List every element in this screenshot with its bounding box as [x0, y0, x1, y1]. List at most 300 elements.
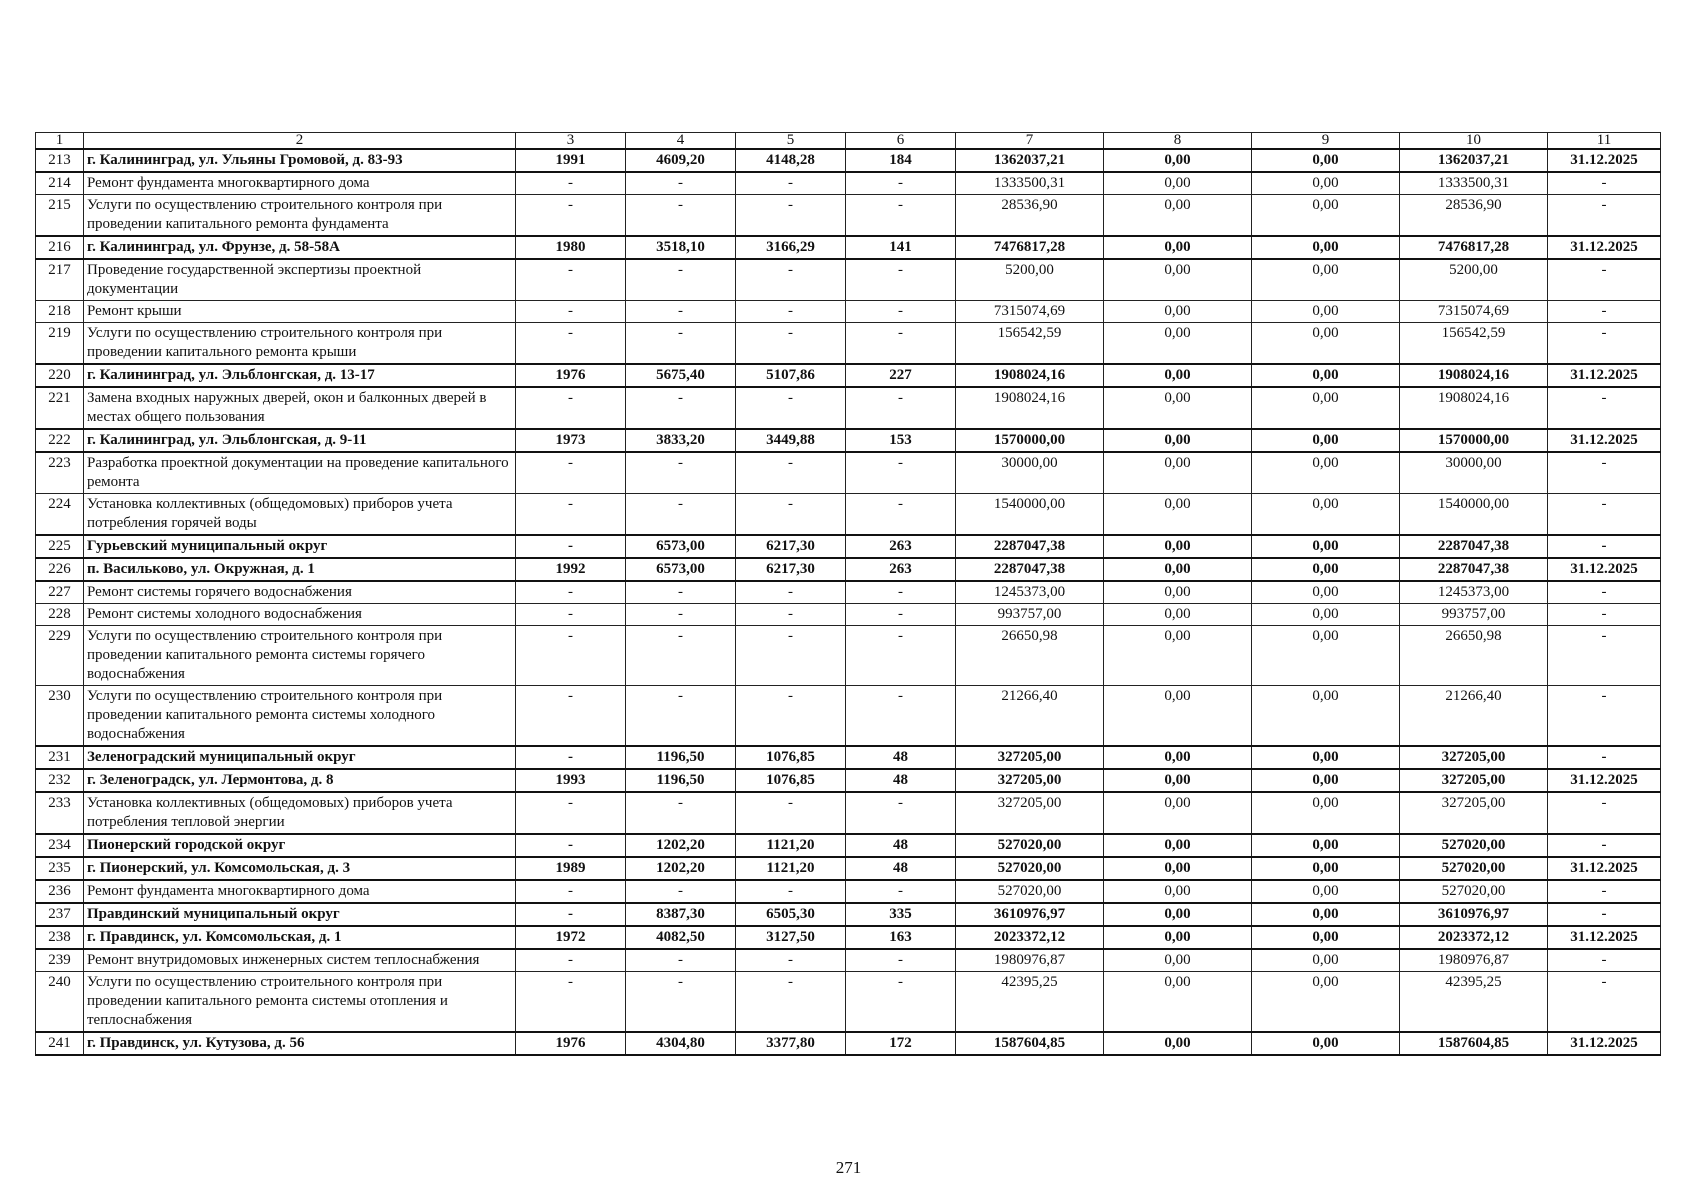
table-cell: - — [516, 626, 626, 686]
table-row — [36, 834, 1661, 857]
table-cell: 0,00 — [1104, 626, 1252, 686]
row-number-cell: 225 — [36, 535, 84, 558]
table-row — [36, 558, 1661, 581]
table-cell: 1540000,00 — [1400, 494, 1548, 536]
table-cell: 0,00 — [1104, 792, 1252, 834]
table-cell: - — [1548, 792, 1661, 834]
name-cell: г. Калининград, ул. Фрунзе, д. 58-58А — [84, 236, 516, 259]
page-number: 271 — [835, 1158, 862, 1177]
table-cell: 1540000,00 — [956, 494, 1104, 536]
table-cell: 7315074,69 — [956, 301, 1104, 323]
table-cell: 327205,00 — [1400, 769, 1548, 792]
table-cell: 4148,28 — [736, 149, 846, 172]
table-cell: 31.12.2025 — [1548, 926, 1661, 949]
table-cell: 0,00 — [1252, 301, 1400, 323]
table-cell: 7315074,69 — [1400, 301, 1548, 323]
table-cell: 0,00 — [1252, 581, 1400, 604]
table-cell: 0,00 — [1104, 686, 1252, 747]
table-cell: - — [516, 172, 626, 195]
table-cell: - — [736, 195, 846, 237]
table-row — [36, 746, 1661, 769]
row-number-cell: 223 — [36, 452, 84, 494]
table-cell: - — [1548, 494, 1661, 536]
table-row — [36, 236, 1661, 259]
table-cell: 31.12.2025 — [1548, 236, 1661, 259]
table-cell: - — [736, 880, 846, 903]
table-cell: - — [846, 195, 956, 237]
table-row — [36, 1032, 1661, 1055]
table-cell: - — [516, 972, 626, 1033]
table-cell: - — [736, 323, 846, 365]
table-cell: 0,00 — [1104, 535, 1252, 558]
table-row — [36, 880, 1661, 903]
table-cell: 1989 — [516, 857, 626, 880]
table-cell: - — [516, 452, 626, 494]
row-number-cell: 238 — [36, 926, 84, 949]
table-row — [36, 535, 1661, 558]
table-cell: 21266,40 — [1400, 686, 1548, 747]
table-cell: - — [736, 259, 846, 301]
table-cell: 31.12.2025 — [1548, 769, 1661, 792]
table-cell: 1908024,16 — [1400, 387, 1548, 429]
table-cell: 1973 — [516, 429, 626, 452]
row-number-cell: 224 — [36, 494, 84, 536]
table-cell: - — [516, 581, 626, 604]
table-cell: 1587604,85 — [956, 1032, 1104, 1055]
table-cell: 31.12.2025 — [1548, 429, 1661, 452]
row-number-cell: 220 — [36, 364, 84, 387]
table-cell: - — [736, 604, 846, 626]
table-cell: 0,00 — [1104, 452, 1252, 494]
table-cell: 0,00 — [1104, 903, 1252, 926]
table-cell: 0,00 — [1104, 323, 1252, 365]
table-cell: 0,00 — [1252, 535, 1400, 558]
table-cell: 0,00 — [1252, 792, 1400, 834]
table-row — [36, 903, 1661, 926]
table-cell: 1972 — [516, 926, 626, 949]
row-number-cell: 234 — [36, 834, 84, 857]
table-cell: - — [1548, 581, 1661, 604]
table-cell: 0,00 — [1104, 172, 1252, 195]
table-cell: 263 — [846, 535, 956, 558]
table-cell: - — [516, 604, 626, 626]
header-cell: 11 — [1548, 133, 1661, 150]
table-cell: 184 — [846, 149, 956, 172]
table-row — [36, 972, 1661, 1033]
table-row — [36, 429, 1661, 452]
table-cell: 0,00 — [1252, 172, 1400, 195]
table-cell: - — [516, 301, 626, 323]
table-cell: 1245373,00 — [956, 581, 1104, 604]
table-cell: 0,00 — [1104, 195, 1252, 237]
table-cell: 0,00 — [1104, 926, 1252, 949]
table-cell: 4082,50 — [626, 926, 736, 949]
header-cell: 5 — [736, 133, 846, 150]
table-cell: 31.12.2025 — [1548, 364, 1661, 387]
table-cell: 0,00 — [1252, 452, 1400, 494]
table-cell: 335 — [846, 903, 956, 926]
header-cell: 6 — [846, 133, 956, 150]
table-cell: 1976 — [516, 1032, 626, 1055]
table-cell: 3610976,97 — [956, 903, 1104, 926]
table-cell: 3833,20 — [626, 429, 736, 452]
table-cell: - — [736, 949, 846, 972]
table-cell: 993757,00 — [1400, 604, 1548, 626]
table-cell: - — [1548, 949, 1661, 972]
table-cell: 993757,00 — [956, 604, 1104, 626]
table-cell: 0,00 — [1252, 834, 1400, 857]
header-cell: 2 — [84, 133, 516, 150]
table-cell: 0,00 — [1252, 926, 1400, 949]
table-cell: - — [1548, 880, 1661, 903]
table-cell: 1908024,16 — [956, 387, 1104, 429]
row-number-cell: 216 — [36, 236, 84, 259]
table-cell: 1570000,00 — [1400, 429, 1548, 452]
row-number-cell: 218 — [36, 301, 84, 323]
table-cell: - — [846, 259, 956, 301]
table-cell: 1196,50 — [626, 769, 736, 792]
table-cell: 48 — [846, 746, 956, 769]
table-cell: - — [1548, 903, 1661, 926]
table-cell: - — [846, 581, 956, 604]
table-cell: 0,00 — [1104, 259, 1252, 301]
table-cell: 0,00 — [1252, 880, 1400, 903]
table-cell: 28536,90 — [1400, 195, 1548, 237]
table-cell: - — [736, 301, 846, 323]
table-cell: 0,00 — [1104, 604, 1252, 626]
table-cell: - — [1548, 686, 1661, 747]
table-cell: 0,00 — [1104, 364, 1252, 387]
table-cell: - — [626, 581, 736, 604]
table-cell: 7476817,28 — [1400, 236, 1548, 259]
name-cell: Услуги по осуществлению строительного контроля при проведении капитального ремонта системы холодного водоснабжения — [84, 686, 516, 747]
table-cell: 0,00 — [1252, 903, 1400, 926]
table-cell: 0,00 — [1252, 604, 1400, 626]
table-cell: 527020,00 — [956, 857, 1104, 880]
table-cell: 527020,00 — [1400, 880, 1548, 903]
name-cell: Проведение государственной экспертизы проектной документации — [84, 259, 516, 301]
table-cell: - — [516, 686, 626, 747]
table-cell: - — [516, 949, 626, 972]
table-cell: - — [516, 792, 626, 834]
row-number-cell: 229 — [36, 626, 84, 686]
table-cell: 6505,30 — [736, 903, 846, 926]
name-cell: г. Зеленоградск, ул. Лермонтова, д. 8 — [84, 769, 516, 792]
table-cell: 1076,85 — [736, 769, 846, 792]
table-cell: 1908024,16 — [956, 364, 1104, 387]
table-cell: 527020,00 — [956, 834, 1104, 857]
table-cell: - — [846, 452, 956, 494]
table-cell: - — [516, 259, 626, 301]
table-cell: 1980 — [516, 236, 626, 259]
name-cell: Замена входных наружных дверей, окон и балконных дверей в местах общего пользования — [84, 387, 516, 429]
table-cell: - — [846, 686, 956, 747]
table-cell: 21266,40 — [956, 686, 1104, 747]
table-cell: 0,00 — [1104, 558, 1252, 581]
name-cell: Ремонт внутридомовых инженерных систем теплоснабжения — [84, 949, 516, 972]
table-cell: 0,00 — [1252, 769, 1400, 792]
table-cell: - — [626, 172, 736, 195]
name-cell: Услуги по осуществлению строительного контроля при проведении капитального ремонта фундамента — [84, 195, 516, 237]
table-cell: - — [1548, 195, 1661, 237]
table-cell: 6573,00 — [626, 558, 736, 581]
table-row — [36, 452, 1661, 494]
row-number-cell: 215 — [36, 195, 84, 237]
table-cell: - — [1548, 301, 1661, 323]
table-cell: 153 — [846, 429, 956, 452]
header-cell: 9 — [1252, 133, 1400, 150]
table-cell: - — [626, 387, 736, 429]
table-cell: 0,00 — [1104, 494, 1252, 536]
table-cell: - — [846, 972, 956, 1033]
table-cell: 1980976,87 — [956, 949, 1104, 972]
table-cell: - — [846, 172, 956, 195]
table-cell: 3449,88 — [736, 429, 846, 452]
table-cell: 5675,40 — [626, 364, 736, 387]
table-row — [36, 581, 1661, 604]
row-number-cell: 222 — [36, 429, 84, 452]
table-cell: - — [1548, 746, 1661, 769]
name-cell: Услуги по осуществлению строительного контроля при проведении капитального ремонта системы отопления и теплоснабжения — [84, 972, 516, 1033]
table-cell: 327205,00 — [1400, 792, 1548, 834]
table-cell: 31.12.2025 — [1548, 1032, 1661, 1055]
table-cell: 1908024,16 — [1400, 364, 1548, 387]
table-cell: 3166,29 — [736, 236, 846, 259]
table-cell: - — [626, 792, 736, 834]
table-cell: 1587604,85 — [1400, 1032, 1548, 1055]
table-cell: 0,00 — [1104, 746, 1252, 769]
table-cell: 1976 — [516, 364, 626, 387]
table-cell: 0,00 — [1104, 1032, 1252, 1055]
name-cell: п. Васильково, ул. Окружная, д. 1 — [84, 558, 516, 581]
table-cell: 48 — [846, 857, 956, 880]
table-cell: 1333500,31 — [1400, 172, 1548, 195]
table-cell: 0,00 — [1252, 364, 1400, 387]
table-cell: 31.12.2025 — [1548, 857, 1661, 880]
table-cell: 0,00 — [1252, 494, 1400, 536]
table-row — [36, 364, 1661, 387]
table-cell: 28536,90 — [956, 195, 1104, 237]
row-number-cell: 221 — [36, 387, 84, 429]
table-cell: 0,00 — [1252, 626, 1400, 686]
table-cell: - — [626, 949, 736, 972]
table-cell: 42395,25 — [956, 972, 1104, 1033]
table-cell: 0,00 — [1104, 581, 1252, 604]
table-cell: - — [516, 903, 626, 926]
table-cell: 0,00 — [1252, 259, 1400, 301]
row-number-cell: 240 — [36, 972, 84, 1033]
table-cell: - — [1548, 604, 1661, 626]
table-cell: 7476817,28 — [956, 236, 1104, 259]
header-cell: 10 — [1400, 133, 1548, 150]
table-cell: - — [1548, 259, 1661, 301]
name-cell: г. Калининград, ул. Эльблонгская, д. 9-11 — [84, 429, 516, 452]
row-number-cell: 217 — [36, 259, 84, 301]
table-cell: - — [846, 494, 956, 536]
table-cell: - — [736, 494, 846, 536]
table-cell: - — [1548, 834, 1661, 857]
name-cell: г. Калининград, ул. Эльблонгская, д. 13-17 — [84, 364, 516, 387]
table-row — [36, 626, 1661, 686]
header-cell: 7 — [956, 133, 1104, 150]
table-cell: - — [626, 880, 736, 903]
table-cell: 5200,00 — [1400, 259, 1548, 301]
table-cell: 30000,00 — [1400, 452, 1548, 494]
table-cell: 2023372,12 — [1400, 926, 1548, 949]
row-number-cell: 232 — [36, 769, 84, 792]
row-number-cell: 231 — [36, 746, 84, 769]
table-cell: - — [516, 535, 626, 558]
table-cell: - — [846, 301, 956, 323]
table-cell: - — [516, 387, 626, 429]
table-cell: 0,00 — [1252, 149, 1400, 172]
name-cell: Зеленоградский муниципальный округ — [84, 746, 516, 769]
table-row — [36, 686, 1661, 747]
table-cell: 0,00 — [1252, 323, 1400, 365]
name-cell: г. Калининград, ул. Ульяны Громовой, д. 83-93 — [84, 149, 516, 172]
table-cell: - — [626, 686, 736, 747]
table-cell: 0,00 — [1104, 387, 1252, 429]
table-cell: 6217,30 — [736, 535, 846, 558]
table-cell: 0,00 — [1104, 236, 1252, 259]
table-cell: 0,00 — [1252, 949, 1400, 972]
table-cell: 1991 — [516, 149, 626, 172]
table-cell: 527020,00 — [956, 880, 1104, 903]
table-cell: 1362037,21 — [1400, 149, 1548, 172]
table-cell: 141 — [846, 236, 956, 259]
row-number-cell: 226 — [36, 558, 84, 581]
table-cell: 172 — [846, 1032, 956, 1055]
table-cell: 31.12.2025 — [1548, 149, 1661, 172]
table-cell: 6217,30 — [736, 558, 846, 581]
column-number-row — [36, 133, 1661, 150]
name-cell: г. Правдинск, ул. Кутузова, д. 56 — [84, 1032, 516, 1055]
table-cell: 1245373,00 — [1400, 581, 1548, 604]
table-cell: 156542,59 — [1400, 323, 1548, 365]
table-row — [36, 259, 1661, 301]
table-cell: 0,00 — [1252, 972, 1400, 1033]
table-cell: 327205,00 — [956, 792, 1104, 834]
row-number-cell: 214 — [36, 172, 84, 195]
table-cell: 0,00 — [1104, 880, 1252, 903]
row-number-cell: 213 — [36, 149, 84, 172]
table-row — [36, 494, 1661, 536]
name-cell: Ремонт крыши — [84, 301, 516, 323]
table-cell: - — [736, 452, 846, 494]
table-cell: 0,00 — [1104, 834, 1252, 857]
name-cell: Гурьевский муниципальный округ — [84, 535, 516, 558]
name-cell: Ремонт фундамента многоквартирного дома — [84, 172, 516, 195]
name-cell: г. Правдинск, ул. Комсомольская, д. 1 — [84, 926, 516, 949]
table-cell: - — [626, 452, 736, 494]
row-number-cell: 233 — [36, 792, 84, 834]
table-cell: 4304,80 — [626, 1032, 736, 1055]
table-cell: 2287047,38 — [1400, 535, 1548, 558]
table-cell: 3610976,97 — [1400, 903, 1548, 926]
table-cell: 2023372,12 — [956, 926, 1104, 949]
table-cell: - — [516, 494, 626, 536]
name-cell: Правдинский муниципальный округ — [84, 903, 516, 926]
name-cell: Установка коллективных (общедомовых) приборов учета потребления горячей воды — [84, 494, 516, 536]
header-cell: 8 — [1104, 133, 1252, 150]
table-cell: - — [846, 323, 956, 365]
table-cell: - — [736, 626, 846, 686]
table-cell: 0,00 — [1104, 972, 1252, 1033]
table-cell: 0,00 — [1104, 149, 1252, 172]
table-cell: 1362037,21 — [956, 149, 1104, 172]
table-cell: - — [1548, 323, 1661, 365]
table-cell: 5107,86 — [736, 364, 846, 387]
table-cell: 3127,50 — [736, 926, 846, 949]
table-cell: - — [626, 494, 736, 536]
table-cell: 527020,00 — [1400, 857, 1548, 880]
table-cell: 1333500,31 — [956, 172, 1104, 195]
table-cell: 327205,00 — [956, 769, 1104, 792]
table-cell: 2287047,38 — [956, 558, 1104, 581]
table-cell: - — [736, 387, 846, 429]
table-cell: - — [1548, 626, 1661, 686]
name-cell: Ремонт системы холодного водоснабжения — [84, 604, 516, 626]
row-number-cell: 235 — [36, 857, 84, 880]
table-cell: 2287047,38 — [956, 535, 1104, 558]
row-number-cell: 228 — [36, 604, 84, 626]
table-row — [36, 323, 1661, 365]
table-cell: 26650,98 — [1400, 626, 1548, 686]
header-cell: 1 — [36, 133, 84, 150]
table-cell: 2287047,38 — [1400, 558, 1548, 581]
table-cell: - — [626, 972, 736, 1033]
table-cell: - — [736, 581, 846, 604]
table-row — [36, 172, 1661, 195]
table-cell: 8387,30 — [626, 903, 736, 926]
table-cell: - — [626, 626, 736, 686]
table-cell: 1570000,00 — [956, 429, 1104, 452]
table-cell: - — [516, 880, 626, 903]
name-cell: Ремонт системы горячего водоснабжения — [84, 581, 516, 604]
table-cell: 48 — [846, 834, 956, 857]
table-cell: - — [1548, 387, 1661, 429]
table-cell: 30000,00 — [956, 452, 1104, 494]
table-row — [36, 195, 1661, 237]
table-cell: - — [846, 626, 956, 686]
table-cell: 0,00 — [1104, 857, 1252, 880]
table-cell: - — [516, 323, 626, 365]
table-cell: 0,00 — [1252, 746, 1400, 769]
row-number-cell: 237 — [36, 903, 84, 926]
row-number-cell: 227 — [36, 581, 84, 604]
table-cell: 0,00 — [1252, 429, 1400, 452]
table-cell: - — [736, 172, 846, 195]
table-cell: - — [846, 880, 956, 903]
table-cell: - — [736, 792, 846, 834]
table-cell: 3518,10 — [626, 236, 736, 259]
table-cell: 1121,20 — [736, 857, 846, 880]
header-cell: 4 — [626, 133, 736, 150]
table-cell: - — [846, 604, 956, 626]
table-cell: 1202,20 — [626, 834, 736, 857]
table-cell: 1980976,87 — [1400, 949, 1548, 972]
table-row — [36, 769, 1661, 792]
row-number-cell: 219 — [36, 323, 84, 365]
table-row — [36, 949, 1661, 972]
table-cell: - — [626, 259, 736, 301]
table-cell: 0,00 — [1252, 195, 1400, 237]
table-row — [36, 301, 1661, 323]
table-cell: - — [1548, 972, 1661, 1033]
row-number-cell: 236 — [36, 880, 84, 903]
table-cell: - — [736, 686, 846, 747]
table-cell: - — [846, 949, 956, 972]
